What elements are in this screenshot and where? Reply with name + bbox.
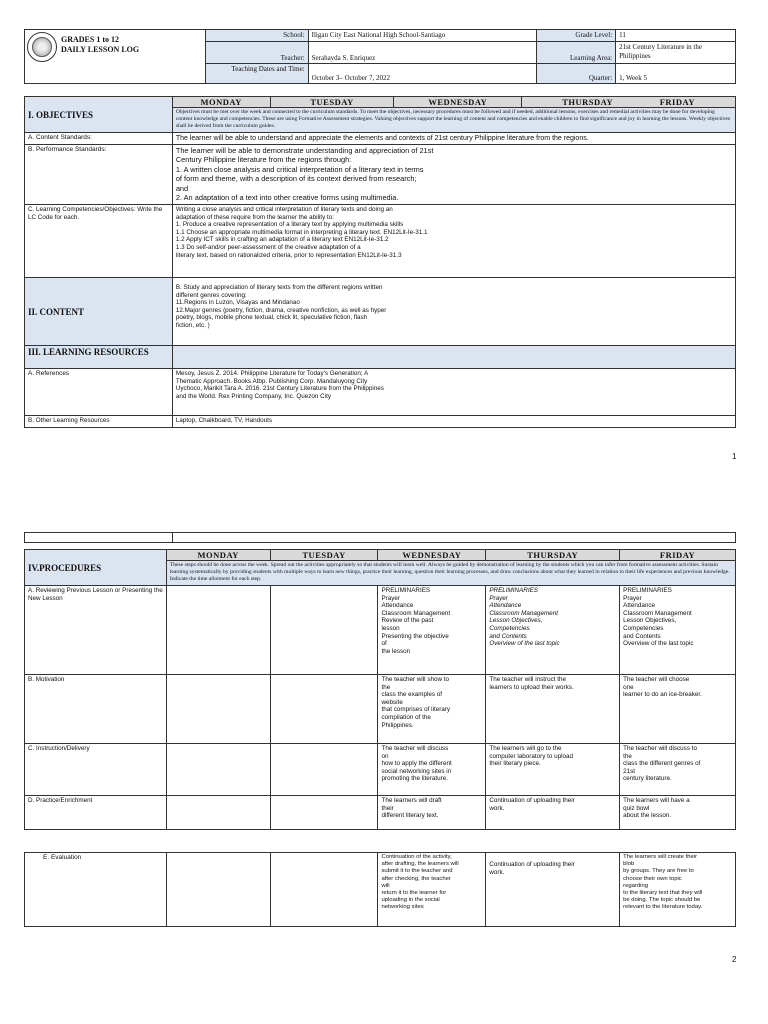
school-value: Iligan City East National High School-Santiago xyxy=(308,30,537,42)
references-label: A. References xyxy=(25,369,173,416)
procedures-note: These steps should be done across the week. Spread out the activities appropriately so that students will learn well. Always be guided by demonstration of learning by the students which you can infer from formative assessment activities. Sustain learning systematically by providing students with multiple ways to learn new things, practice their learning, question their learning processes, and draw conclusions about what they learned in relation to their life experiences and previous knowledge. Indicate the time allotment for each step. xyxy=(166,561,735,586)
strip-cell-left xyxy=(25,533,173,543)
dates-label: Teaching Dates and Time: xyxy=(205,64,308,84)
competencies-value: Writing a close analysis and critical interpretation of literary texts and doing an adaptation of these require from the learner the ability to: 1. Produce a creative representation of a literary text by applying multimedia skills 1.1 Choose an appropriate multimedia format in interpreting a literary text. EN12Lit-Ie-31.1 1.2 Apply ICT skills in crafting an adaptation of a literary text EN12Lit-Ie-31.2 1.3 Do self-and/or peer-assessment of the creative adaptation of a literary text, based on rationalized criteria, prior to representation EN12Lit-Ie-31.3 xyxy=(172,205,735,278)
proc-cell-monday xyxy=(166,796,270,830)
eval-cell-friday: The learners will create their blob by groups. They are free to choose their own topic regarding to the literary text that they will be doing. The topic should be relevant to the literature today. xyxy=(620,853,736,927)
day-header-thursday-label: THURSDAY xyxy=(562,97,614,107)
proc-row-label: A. Reviewing Previous Lesson or Presenting the New Lesson xyxy=(25,586,167,675)
dates-value: October 3– October 7, 2022 xyxy=(308,64,537,84)
content-standards-label: A. Content Standards: xyxy=(25,133,173,145)
day-header-thursday xyxy=(522,97,736,108)
content-value: B. Study and appreciation of literary texts from the different regions written different genres covering: 11.Regions in Luzon, Visayas and Mindanao 12.Major genres (poetry, fiction, drama, creative nonfiction, as well as hyper poetry, blogs, mobile phone textual, chick lit, speculative fiction, flash fiction, etc. ) xyxy=(172,278,735,346)
eval-cell-thursday: Continuation of uploading their work. xyxy=(486,853,620,927)
proc-cell-friday: PRELIMINARIES Prayer Attendance Classroom Management Lesson Objectives, Competencies and Contents Overview of the last topic xyxy=(620,586,736,675)
other-resources-label: B. Other Learning Resources xyxy=(25,416,173,428)
header-logo-cell xyxy=(25,30,206,84)
school-label: School: xyxy=(205,30,308,42)
performance-standards-label: B. Performance Standards: xyxy=(25,145,173,205)
proc-day-monday: MONDAY xyxy=(166,550,270,561)
proc-cell-wednesday: PRELIMINARIES Prayer Attendance Classroom Management Review of the past lesson Presenting the objective of the lesson xyxy=(378,586,486,675)
procedures-heading: IV.PROCEDURES xyxy=(25,550,167,586)
quarter-label: Quarter: xyxy=(537,64,616,84)
proc-row-label: C. Instruction/Delivery xyxy=(25,744,167,796)
proc-day-thursday: THURSDAY xyxy=(486,550,620,561)
resources-heading: III. LEARNING RESOURCES xyxy=(25,346,173,369)
learning-area-value: 21st Century Literature in the Philippines xyxy=(616,42,736,64)
content-standards-value: The learner will be able to understand and appreciate the elements and contexts of 21st century Philippine literature from the regions. xyxy=(172,133,735,145)
teacher-label: Teacher: xyxy=(205,42,308,64)
proc-cell-tuesday xyxy=(270,744,378,796)
performance-standards-value: The learner will be able to demonstrate understanding and appreciation of 21st Century Philippine literature from the regions through: 1. A written close analysis and critical interpretation of a literary text in terms of form and theme, with a description of its context derived from research; and 2. An adaptation of a text into other creative forms using multimedia. xyxy=(172,145,735,205)
page-number-2: 2 xyxy=(732,955,737,964)
proc-cell-tuesday xyxy=(270,796,378,830)
teacher-value: Serahayda S. Enriquez xyxy=(308,42,537,64)
deped-seal-icon xyxy=(27,32,57,62)
day-header-monday: MONDAY xyxy=(172,97,270,108)
objectives-heading: I. OBJECTIVES xyxy=(25,97,173,133)
competencies-label: C. Learning Competencies/Objectives: Write the LC Code for each. xyxy=(25,205,173,278)
proc-row-label: D. Practice/Enrichment xyxy=(25,796,167,830)
proc-cell-monday xyxy=(166,744,270,796)
proc-cell-friday: The teacher will choose one learner to do an ice-breaker. xyxy=(620,675,736,744)
grade-level-label: Grade Level: xyxy=(537,30,616,42)
strip-cell-right xyxy=(172,533,735,543)
content-heading: II. CONTENT xyxy=(25,278,173,346)
objectives-note: Objectives must be met over the week and connected to the curriculum standards. To meet the objectives, necessary procedures must be followed and if needed, additional lessons, exercises and remedial activities may be done for developing content knowledge and competencies. These are using Formative Assessment strategies. Valuing objectives support the learning of content and competencies and enable children to find significance and joy in learning the lessons. Weekly objectives shall be derived from the curriculum guides. xyxy=(172,108,735,133)
proc-cell-thursday: Continuation of uploading their work. xyxy=(486,796,620,830)
proc-cell-thursday: The learners will go to the computer laboratory to upload their literary piece. xyxy=(486,744,620,796)
eval-cell-tuesday xyxy=(270,853,378,927)
header-title-line1: GRADES 1 to 12 xyxy=(61,35,120,44)
proc-cell-wednesday: The teacher will discuss on how to apply the different social networking sites in promoting the literature. xyxy=(378,744,486,796)
day-header-tuesday: TUESDAY xyxy=(270,97,394,108)
proc-cell-friday: The teacher will discuss to the class the different genres of 21st century literature. xyxy=(620,744,736,796)
proc-cell-thursday: The teacher will instruct the learners to upload their works. xyxy=(486,675,620,744)
page2-top-strip xyxy=(24,532,736,543)
proc-day-tuesday: TUESDAY xyxy=(270,550,378,561)
procedures-table xyxy=(24,549,736,830)
header-table xyxy=(24,29,736,84)
proc-row-label: B. Motivation xyxy=(25,675,167,744)
learning-area-label: Learning Area: xyxy=(537,42,616,64)
proc-day-friday: FRIDAY xyxy=(620,550,736,561)
day-header-wednesday: WEDNESDAY xyxy=(394,97,522,108)
grade-level-value: 11 xyxy=(616,30,736,42)
proc-cell-wednesday: The teacher will show to the class the examples of website that comprises of literary compilation of the Philippines. xyxy=(378,675,486,744)
proc-day-wednesday: WEDNESDAY xyxy=(378,550,486,561)
objectives-table xyxy=(24,96,736,428)
quarter-value: 1, Week 5 xyxy=(616,64,736,84)
proc-cell-wednesday: The learners will draft their different literary text. xyxy=(378,796,486,830)
proc-cell-friday: The learners will have a quiz bowl about the lesson. xyxy=(620,796,736,830)
proc-cell-thursday: PRELIMINARIES Prayer Attendance Classroom Management Lesson Objectives, Competencies and Contents Overview of the last topic xyxy=(486,586,620,675)
proc-cell-monday xyxy=(166,586,270,675)
references-value: Mesoy, Jesus Z. 2014. Philippine Literature for Today's Generation; A Thematic Approach. Books Atbp. Publishing Corp. Mandaluyong City Uychoco, Marikit Tara A. 2016. 21st Century Literature from the Philippines and the World. Rex Printing Company, Inc. Quezon City xyxy=(172,369,735,416)
eval-cell-wednesday: Continuation of the activity, after drafting, the learners will submit it to the teacher and after checking, the teacher will return it to the learner for uploading in the social networking sites xyxy=(378,853,486,927)
eval-cell-monday xyxy=(166,853,270,927)
header-title-line2: DAILY LESSON LOG xyxy=(61,45,140,54)
resources-heading-fill xyxy=(172,346,735,369)
proc-cell-monday xyxy=(166,675,270,744)
page-number-1: 1 xyxy=(732,452,737,461)
proc-cell-tuesday xyxy=(270,675,378,744)
other-resources-value: Laptop, Chalkboard, TV, Handouts xyxy=(172,416,735,428)
evaluation-label: E. Evaluation xyxy=(25,853,167,927)
proc-cell-tuesday xyxy=(270,586,378,675)
day-header-friday: FRIDAY xyxy=(659,97,695,107)
evaluation-table xyxy=(24,852,736,927)
